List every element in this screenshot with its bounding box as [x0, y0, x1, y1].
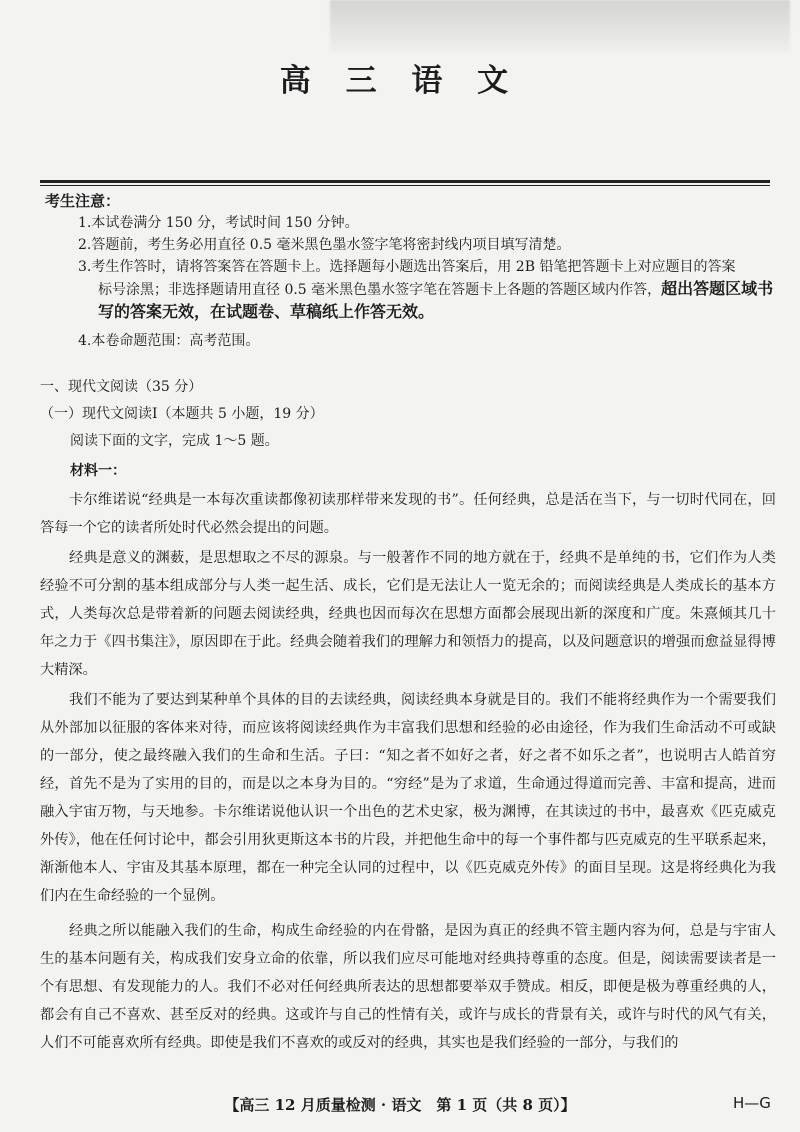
notice-heading: 考生注意：	[45, 192, 121, 210]
paragraph-2: 经典是意义的渊薮，是思想取之不尽的源泉。与一般著作不同的地方就在于，经典不是单纯的书，它们作为人类经验不可分割的基本组成部分与人类一起生活、成长，它们是无法让人一览无余的；而阅读经典是人类成长的基本方式，人类每次总是带着新的问题去阅读经典，经典也因而每次在思想方面都会展现出新的深度和广度。朱熹倾其几十年之力于《四书集注》，原因即在于此。经典会随着我们的理解力和领悟力的提高，以及问题意识的增强而愈益显得博大精深。	[40, 550, 776, 678]
reading-instruction: 阅读下面的文字，完成 1～5 题。	[70, 433, 279, 449]
divider-thin	[40, 185, 770, 186]
subsection-heading: （一）现代文阅读Ⅰ（本题共 5 小题，19 分）	[40, 406, 324, 422]
section-heading: 一、现代文阅读（35 分）	[40, 379, 203, 395]
material-label: 材料一：	[70, 463, 126, 479]
notice-item-4: 4.本卷命题范围：高考范围。	[78, 333, 260, 349]
paragraph-4: 经典之所以能融入我们的生命，构成生命经验的内在骨骼，是因为真正的经典不管主题内容为何，总是与宇宙人生的基本问题有关，构成我们安身立命的依靠，所以我们应尽可能地对经典持尊重的态度。但是，阅读需要读者是一个有思想、有发现能力的人。我们不必对任何经典所表达的思想都要举双手赞成。相反，即便是极为尊重经典的人，都会有自己不喜欢、甚至反对的经典。这或许与自己的性情有关，或许与成长的背景有关，或许与时代的风气有关，人们不可能喜欢所有经典。即使是我们不喜欢的或反对的经典，其实也是我们经验的一部分，与我们的	[40, 923, 776, 1051]
notice-item-3	[78, 256, 778, 324]
notice-item-3-text: 3.考生作答时，请将答案答在答题卡上。选择题每小题选出答案后，用 2B 铅笔把答题卡上对应题目的答案	[78, 259, 736, 275]
paragraph-3: 我们不能为了要达到某种单个具体的目的去读经典，阅读经典本身就是目的。我们不能将经典作为一个需要我们从外部加以征服的客体来对待，而应该将阅读经典作为丰富我们思想和经验的必由途径，作为我们生命活动不可或缺的一部分，使之最终融入我们的生命和生活。子曰：“知之者不如好之者，好之者不如乐之者”，也说明古人皓首穷经，首先不是为了实用的目的，而是以之本身为目的。“穷经”是为了求道，生命通过得道而完善、丰富和提高，进而融入宇宙万物，与天地参。卡尔维诺说他认识一个出色的艺术史家，极为渊博，在其读过的书中，最喜欢《匹克威克外传》，他在任何讨论中，都会引用狄更斯这本书的片段，并把他生命中的每一个事件都与匹克威克的生平联系起来，渐渐他本人、宇宙及其基本原理，都在一种完全认同的过程中，以《匹克威克外传》的面目呈现。这是将经典化为我们内在生命经验的一个显例。	[40, 692, 776, 904]
page-footer: 【高三 12 月质量检测 · 语文 第 1 页（共 8 页）】	[224, 1096, 576, 1114]
notice-item-3-continued	[78, 278, 778, 324]
paragraph-1: 卡尔维诺说“经典是一本每次重读都像初读那样带来发现的书”。任何经典，总是活在当下，与一切时代同在，回答每一个它的读者所处时代必然会提出的问题。	[40, 492, 776, 536]
notice-item-3-cont-text: 标号涂黑；非选择题请用直径 0.5 毫米黑色墨水签字笔在答题卡上各题的答题区域内作答，	[98, 282, 662, 298]
notice-item-3-emphasis: 超出答题区域书写的答案无效，在试题卷、草稿纸上作答无效。	[98, 279, 774, 321]
divider-thick	[40, 180, 770, 183]
notice-item-1: 1.本试卷满分 150 分，考试时间 150 分钟。	[78, 215, 359, 231]
bleed-through-smudge	[330, 0, 790, 52]
page-title: 高 三 语 文	[279, 63, 521, 99]
notice-item-2: 2.答题前，考生务必用直径 0.5 毫米黑色墨水签字笔将密封线内项目填写清楚。	[78, 237, 571, 253]
paper-code: H—G	[733, 1094, 771, 1112]
